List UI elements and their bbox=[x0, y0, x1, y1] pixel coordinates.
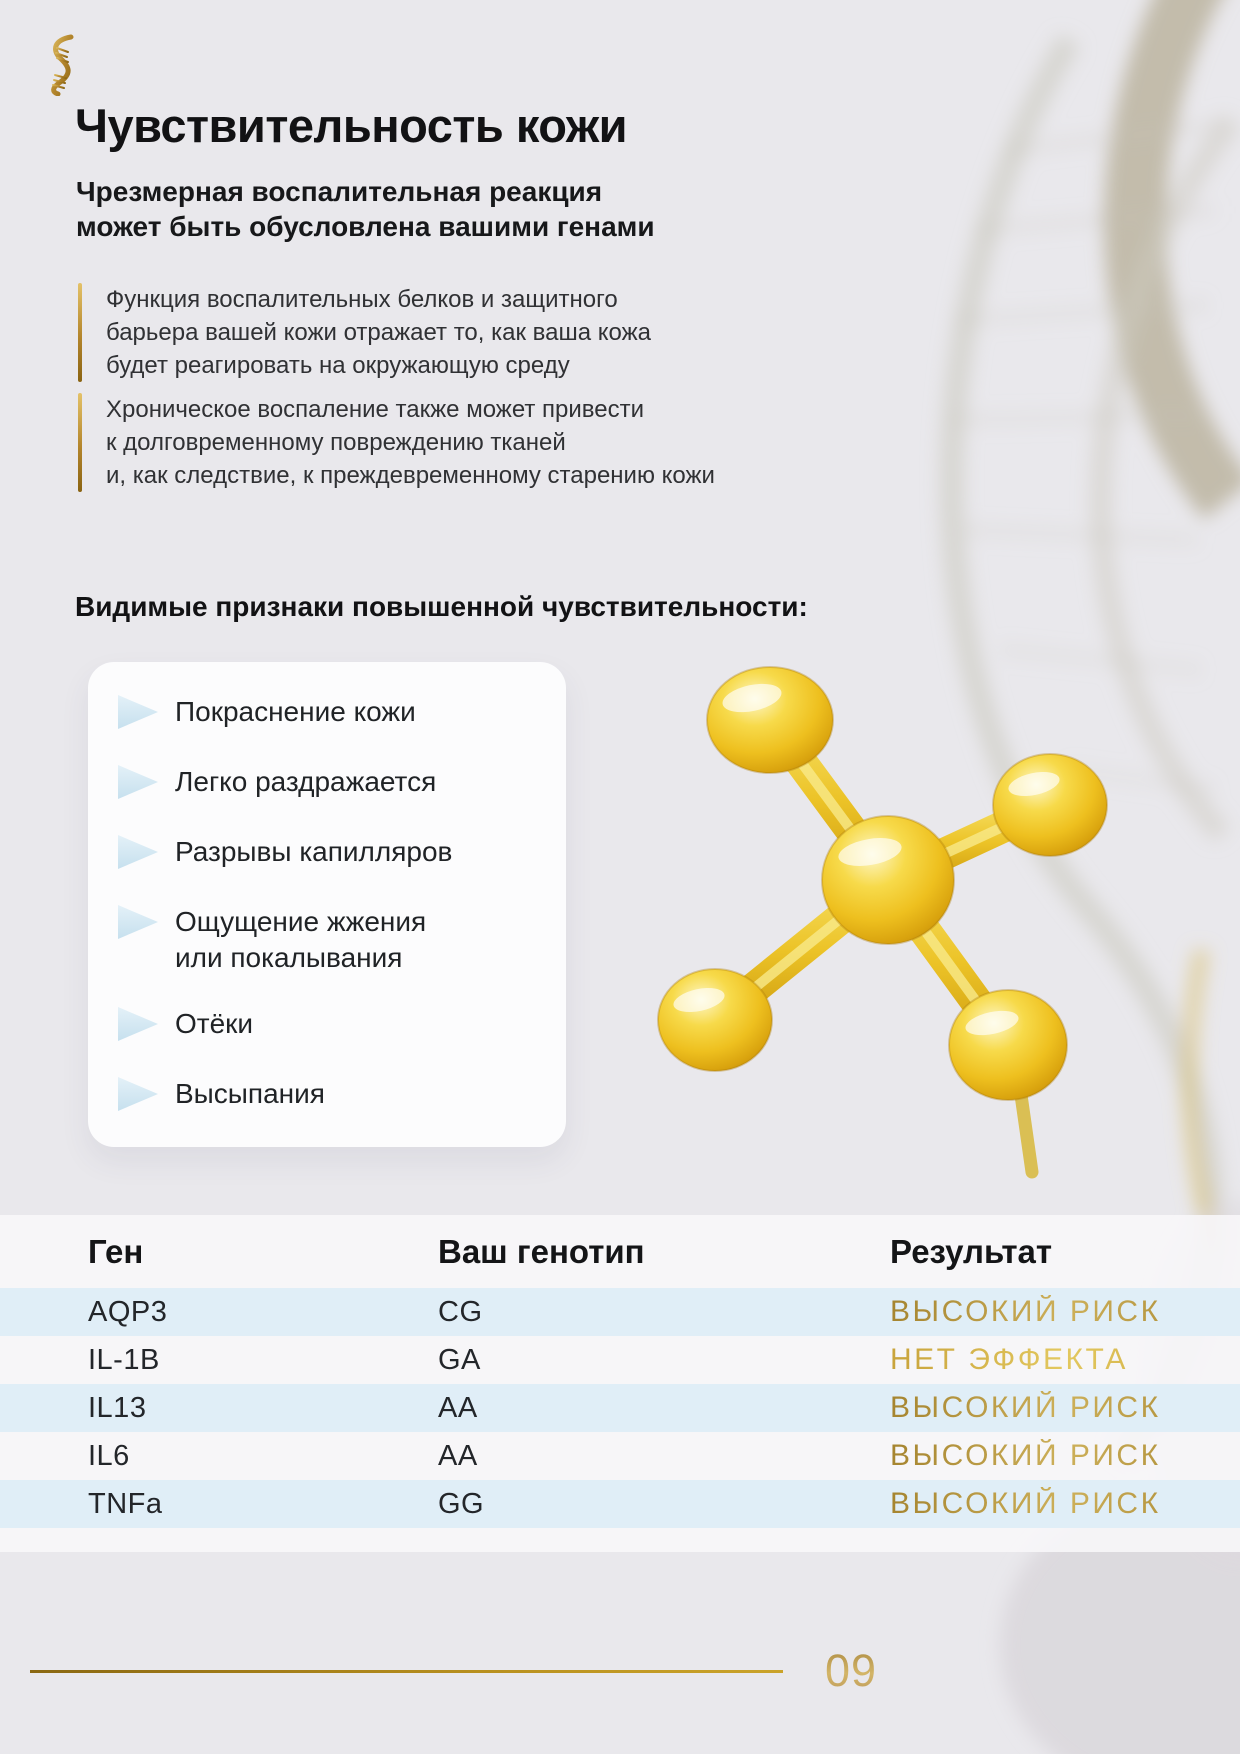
list-item bbox=[118, 904, 566, 976]
sign-label: Разрывы капилляров bbox=[175, 835, 453, 867]
page-subtitle bbox=[76, 174, 655, 244]
triangle-bullet-icon bbox=[118, 905, 158, 944]
column-header-gene: Ген bbox=[88, 1232, 144, 1270]
list-item bbox=[118, 764, 566, 804]
subtitle-line: Чрезмерная воспалительная реакция bbox=[76, 176, 603, 207]
page-number: 09 bbox=[806, 1645, 896, 1697]
table-row bbox=[0, 1432, 1240, 1480]
sign-label: Легко раздражается bbox=[175, 765, 437, 797]
signs-card bbox=[88, 662, 566, 1147]
table-row bbox=[0, 1288, 1240, 1336]
subtitle-line: может быть обусловлена вашими генами bbox=[76, 211, 655, 242]
result-cell: ВЫСОКИЙ РИСК bbox=[890, 1487, 1240, 1521]
gene-cell: IL-1B bbox=[88, 1343, 160, 1376]
sign-label: Покраснение кожи bbox=[175, 695, 416, 727]
gold-dna-helix-icon bbox=[44, 34, 80, 96]
table-row bbox=[0, 1336, 1240, 1384]
gene-cell: TNFa bbox=[88, 1487, 163, 1520]
genotype-cell: GG bbox=[438, 1487, 485, 1520]
result-cell: ВЫСОКИЙ РИСК bbox=[890, 1439, 1240, 1473]
genetics-table bbox=[0, 1215, 1240, 1552]
column-header-genotype: Ваш генотип bbox=[438, 1232, 645, 1270]
intro-paragraph-2 bbox=[78, 393, 715, 492]
gene-cell: IL6 bbox=[88, 1439, 130, 1472]
triangle-bullet-icon bbox=[118, 1077, 158, 1116]
genotype-cell: AA bbox=[438, 1439, 478, 1472]
page-title: Чувствительность кожи bbox=[75, 99, 628, 152]
intro-paragraph-1 bbox=[78, 283, 651, 382]
list-item bbox=[118, 1076, 566, 1116]
brand-logo bbox=[44, 34, 80, 101]
result-cell: ВЫСОКИЙ РИСК bbox=[890, 1391, 1240, 1425]
triangle-bullet-icon bbox=[118, 695, 158, 734]
signs-heading: Видимые признаки повышенной чувствительности: bbox=[75, 591, 808, 622]
sign-label: Отёки bbox=[175, 1007, 254, 1039]
gene-cell: AQP3 bbox=[88, 1295, 168, 1328]
table-row bbox=[0, 1480, 1240, 1528]
triangle-bullet-icon bbox=[118, 765, 158, 804]
result-cell: НЕТ ЭФФЕКТА bbox=[890, 1343, 1240, 1377]
list-item bbox=[118, 1006, 566, 1046]
gold-accent-bar bbox=[78, 393, 82, 492]
triangle-bullet-icon bbox=[118, 1007, 158, 1046]
table-row bbox=[0, 1384, 1240, 1432]
molecule-image bbox=[560, 560, 1120, 1180]
footer-divider bbox=[30, 1670, 783, 1673]
list-item bbox=[118, 834, 566, 874]
intro-paragraph-text: Хроническое воспаление также может привести к долговременному повреждению тканей и, как следствие, к преждевременному старению кожи bbox=[106, 396, 715, 489]
genotype-cell: GA bbox=[438, 1343, 481, 1376]
genotype-cell: AA bbox=[438, 1391, 478, 1424]
sign-label: Высыпания bbox=[175, 1077, 325, 1109]
intro-paragraph-text: Функция воспалительных белков и защитного барьера вашей кожи отражает то, как ваша кожа будет реагировать на окружающую среду bbox=[106, 286, 652, 379]
triangle-bullet-icon bbox=[118, 835, 158, 874]
gold-accent-bar bbox=[78, 283, 82, 382]
result-cell: ВЫСОКИЙ РИСК bbox=[890, 1295, 1240, 1329]
table-header-row bbox=[0, 1215, 1240, 1288]
gene-cell: IL13 bbox=[88, 1391, 147, 1424]
sign-label: Ощущение жжения или покалывания bbox=[175, 905, 427, 973]
genotype-cell: CG bbox=[438, 1295, 483, 1328]
list-item bbox=[118, 694, 566, 734]
column-header-result: Результат bbox=[890, 1232, 1053, 1270]
